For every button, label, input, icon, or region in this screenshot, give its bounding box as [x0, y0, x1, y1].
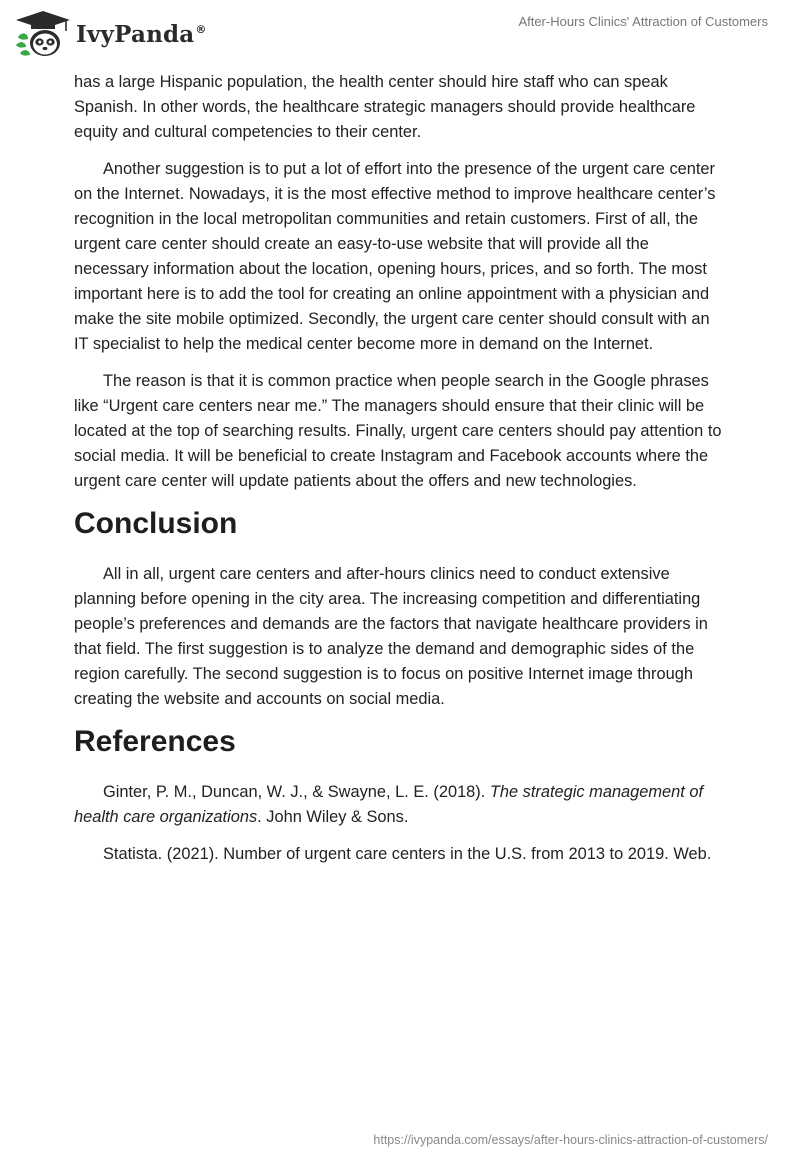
- reference-1-publisher: . John Wiley & Sons.: [257, 808, 409, 826]
- brand-name: IvyPanda®: [76, 20, 207, 48]
- conclusion-paragraph: All in all, urgent care centers and after-hours clinics need to conduct extensive planning before opening in the city area. The increasing competition and differentiating people’s preferences and demands are the factors that navigate healthcare providers in that field. The first suggestion is to analyze the demand and demographic sides of the region carefully. The second suggestion is to focus on positive Internet image through creating the website and accounts on social media.: [74, 565, 708, 708]
- reference-item-1: [74, 780, 726, 830]
- conclusion-heading: Conclusion: [74, 507, 238, 540]
- page-header: [0, 0, 800, 66]
- brand-logo[interactable]: [14, 8, 207, 60]
- document-title: After-Hours Clinics' Attraction of Customers: [518, 14, 768, 29]
- reference-1-authors: Ginter, P. M., Duncan, W. J., & Swayne, L. E. (2018).: [103, 783, 490, 801]
- body-paragraph-3: The reason is that it is common practice when people search in the Google phrases like “Urgent care centers near me.” The managers should ensure that their clinic will be located at the top of searching results. Finally, urgent care centers should pay attention to social media. It will be beneficial to create Instagram and Facebook accounts where the urgent care center will update patients about the offers and new technologies.: [74, 372, 722, 490]
- essay-content: [74, 70, 726, 879]
- source-url-link[interactable]: https://ivypanda.com/essays/after-hours-clinics-attraction-of-customers/: [373, 1133, 768, 1147]
- body-paragraph-1: has a large Hispanic population, the health center should hire staff who can speak Spanish. In other words, the healthcare strategic managers should provide healthcare equity and cultural competencies to their center.: [74, 73, 696, 141]
- brand-registered-mark: ®: [195, 22, 207, 36]
- panda-graduate-icon: [14, 9, 72, 59]
- body-paragraph-2: Another suggestion is to put a lot of effort into the presence of the urgent care center on the Internet. Nowadays, it is the most effective method to improve healthcare center’s recognition in the local metropolitan communities and retain customers. First of all, the urgent care center should create an easy-to-use website that will provide all the necessary information about the location, opening hours, prices, and so forth. The most important here is to add the tool for creating an online appointment with a physician and make the site mobile optimized. Secondly, the urgent care center should consult with an IT specialist to help the medical center become more in demand on the Internet.: [74, 160, 716, 353]
- reference-1-title: The strategic management of health care organizations: [74, 783, 704, 826]
- reference-item-2: Statista. (2021). Number of urgent care centers in the U.S. from 2013 to 2019. Web.: [103, 845, 712, 863]
- references-heading: References: [74, 725, 236, 758]
